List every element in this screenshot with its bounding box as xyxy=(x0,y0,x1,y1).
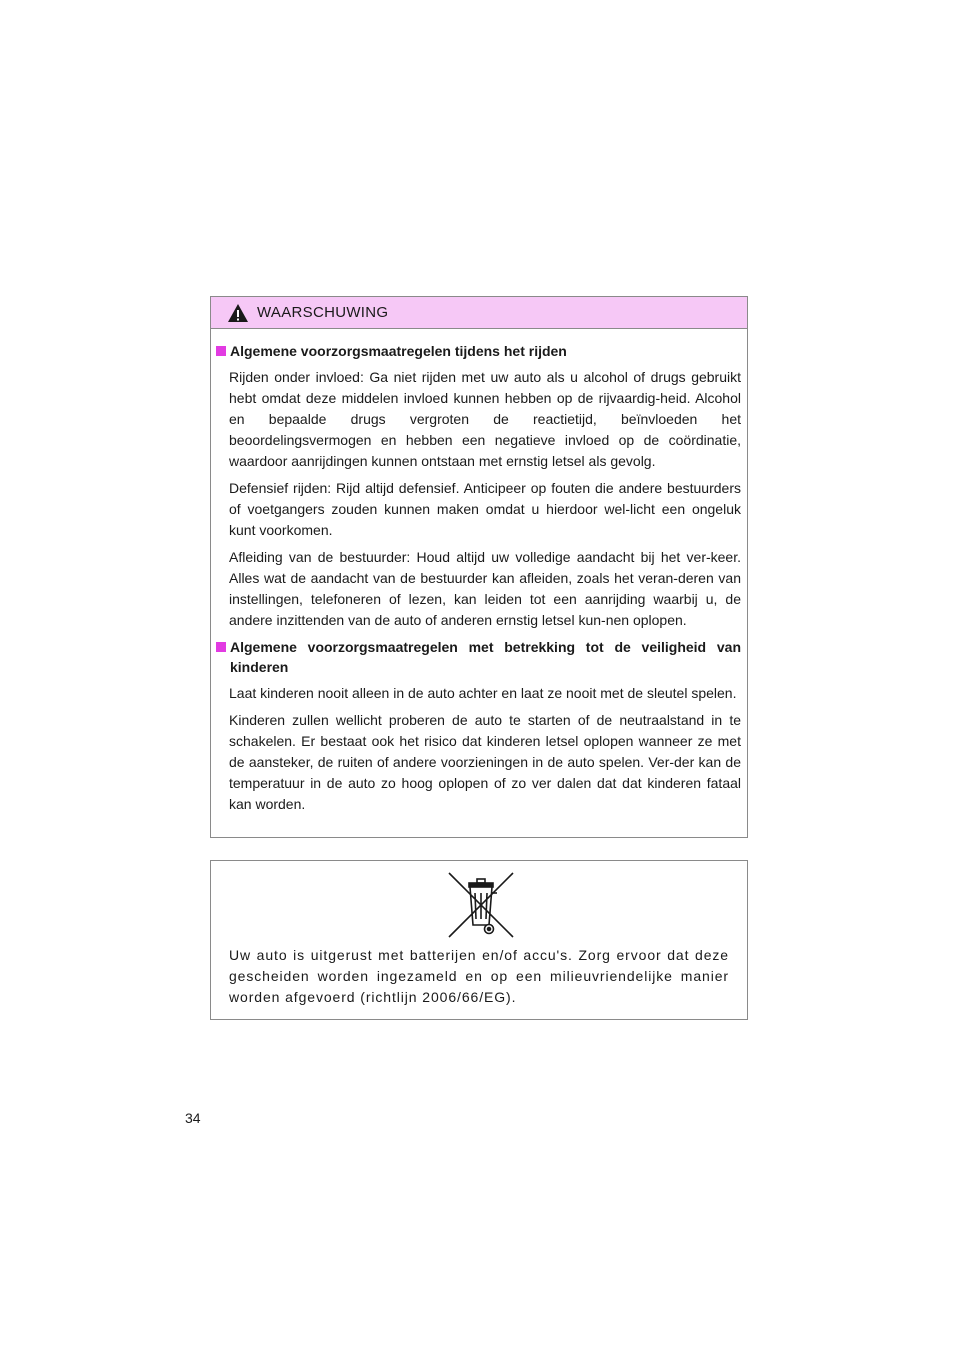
section-heading: Algemene voorzorgsmaatregelen tijdens het rijden xyxy=(216,341,741,361)
warning-title: WAARSCHUWING xyxy=(257,304,389,321)
paragraph: Laat kinderen nooit alleen in de auto achter en laat ze nooit met de sleutel spelen. xyxy=(229,685,737,701)
square-bullet-icon xyxy=(216,346,226,356)
crossed-out-wheelie-bin-icon xyxy=(447,871,515,939)
paragraph: Afleiding van de bestuurder: Houd altijd uw volledige aandacht bij het ver-keer. Alles wat de aandacht van de bestuurder kan afleiden, zoals het veran-deren van instellingen, telefoneren of lezen, kan leiden tot een aanrijding waarbij u, de andere inzittenden van de auto of anderen ernstig letsel kun-nen oplopen. xyxy=(229,549,741,628)
recycling-notice-box xyxy=(210,860,748,1020)
section-heading: Algemene voorzorgsmaatregelen met betrekking tot de veiligheid van kinderen xyxy=(216,637,741,677)
warning-box xyxy=(210,296,748,838)
paragraph: Defensief rijden: Rijd altijd defensief. Anticipeer op fouten die andere bestuurders of voetgangers zouden kunnen maken omdat u hierdoor wel-licht een ongeluk kunt voorkomen. xyxy=(229,480,741,538)
warning-triangle-icon xyxy=(227,303,249,323)
warning-body xyxy=(211,329,747,815)
warning-header xyxy=(211,297,747,329)
square-bullet-icon xyxy=(216,642,226,652)
paragraph: Kinderen zullen wellicht proberen de auto te starten of de neutraalstand in te schakelen. Er bestaat ook het risico dat kinderen letsel oplopen wanneer ze met de aansteker, de ruiten of andere voorzieningen in de auto spelen. Ver-der kan de temperatuur in de auto zo hoog oplopen of zo ver dalen dat dat kinderen fataal kan worden. xyxy=(229,712,741,812)
recycling-notice-text: Uw auto is uitgerust met batterijen en/of accu's. Zorg ervoor dat deze gescheiden worden ingezameld en op een milieuvriendelijke manier worden afgevoerd (richtlijn 2006/66/EG). xyxy=(229,947,729,1005)
paragraph: Rijden onder invloed: Ga niet rijden met uw auto als u alcohol of drugs gebruikt hebt omdat deze middelen invloed kunnen hebben op de rijvaardig-heid. Alcohol en bepaalde drugs vergroten de reactietijd, beïnvloeden het beoordelingsvermogen en hebben een negatieve invloed op de coördinatie, waardoor aanrijdingen kunnen ontstaan met ernstig letsel als gevolg. xyxy=(229,369,741,469)
page-number: 34 xyxy=(185,1110,201,1126)
